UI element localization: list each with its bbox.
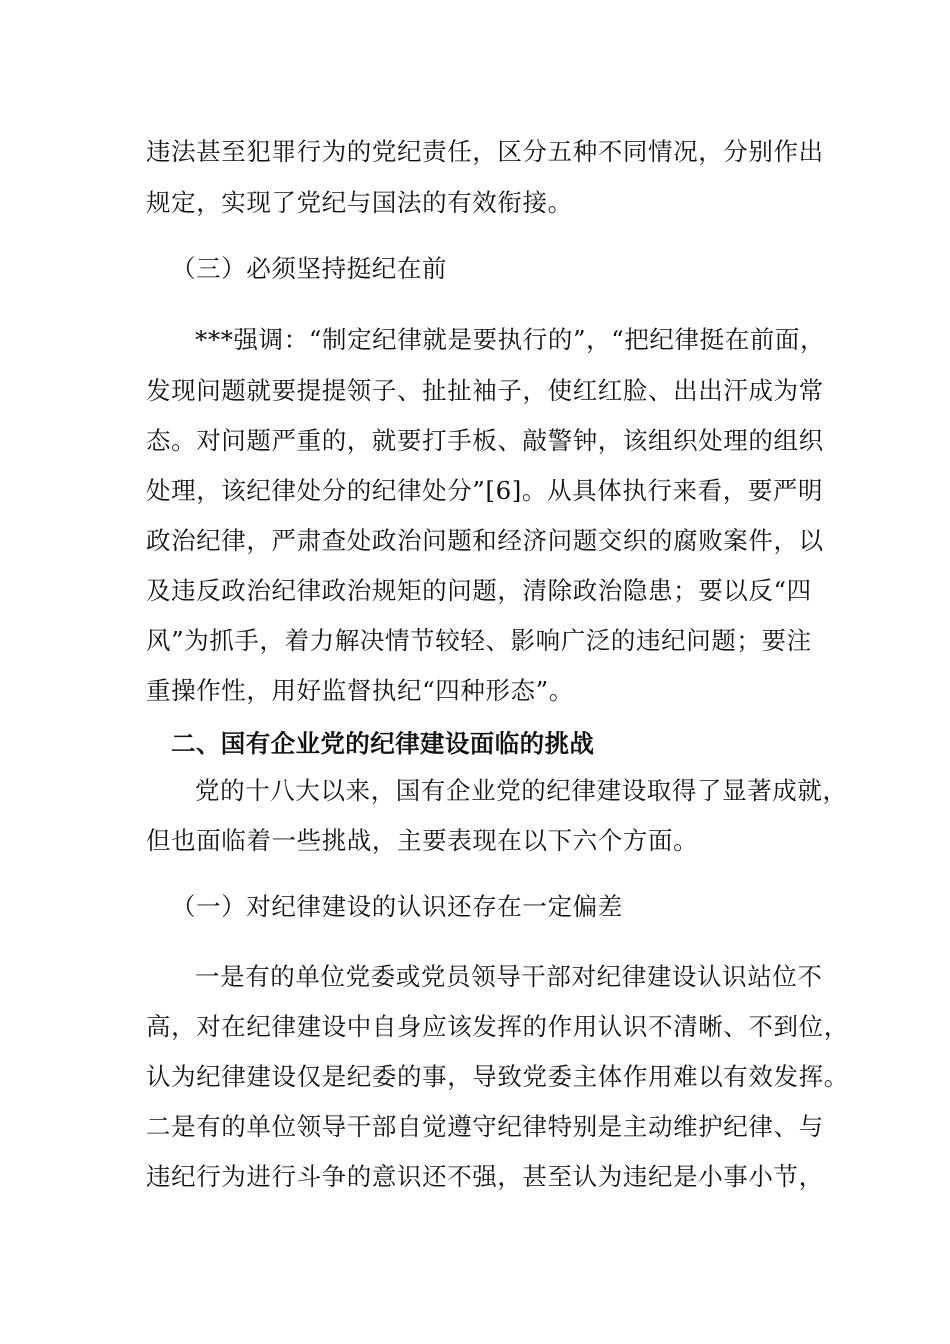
section-heading: 二、国有企业党的纪律建设面临的挑战 [171,729,595,758]
paragraph-line: 高，对在纪律建设中自身应该发挥的作用认识不清晰、不到位， [146,1012,849,1041]
paragraph-line: 政治纪律，严肃查处政治问题和经济问题交织的腐败案件，以 [146,526,824,555]
subsection-heading: （一）对纪律建设的认识还存在一定偏差 [171,892,623,921]
paragraph-line: 态。对问题严重的，就要打手板、敲警钟，该组织处理的组织 [146,426,824,455]
paragraph-line: 规定，实现了党纪与国法的有效衔接。 [146,188,573,217]
paragraph-line: 处理，该纪律处分的纪律处分”[6]。从具体执行来看，要严明 [146,476,824,505]
paragraph-line: 但也面临着一些挑战，主要表现在以下六个方面。 [146,826,699,855]
paragraph-line: 认为纪律建设仅是纪委的事，导致党委主体作用难以有效发挥。 [146,1062,849,1091]
subsection-heading: （三）必须坚持挺纪在前 [171,254,448,283]
paragraph-line: 违法甚至犯罪行为的党纪责任，区分五种不同情况，分别作出 [146,137,824,166]
paragraph-line: 发现问题就要提提领子、扯扯袖子，使红红脸、出出汗成为常 [146,376,824,405]
paragraph-line: 风”为抓手，着力解决情节较轻、影响广泛的违纪问题；要注 [146,626,812,655]
paragraph-line: ***强调：“制定纪律就是要执行的”，“把纪律挺在前面， [195,325,826,354]
paragraph-line: 重操作性，用好监督执纪“四种形态”。 [146,676,574,705]
paragraph-line: 及违反政治纪律政治规矩的问题，清除政治隐患；要以反“四 [146,576,812,605]
paragraph-line: 党的十八大以来，国有企业党的纪律建设取得了显著成就， [195,776,848,805]
paragraph-line: 二是有的单位领导干部自觉遵守纪律特别是主动维护纪律、与 [146,1112,824,1141]
paragraph-line: 违纪行为进行斗争的意识还不强，甚至认为违纪是小事小节， [146,1162,824,1191]
paragraph-line: 一是有的单位党委或党员领导干部对纪律建设认识站位不 [195,962,823,991]
